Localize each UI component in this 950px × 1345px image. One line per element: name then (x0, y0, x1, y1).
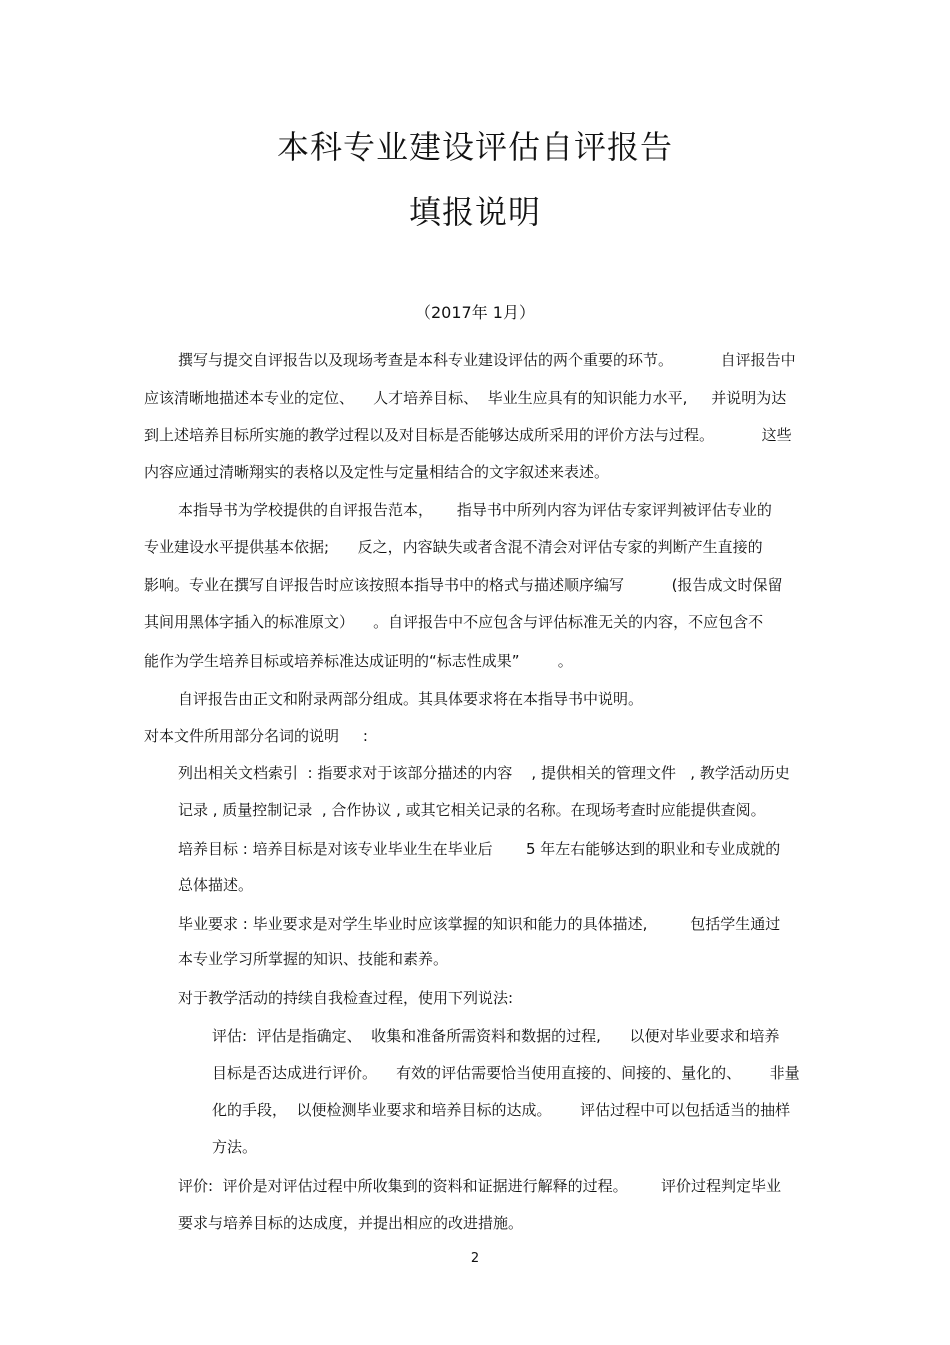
body-line: 评价: 评价是对评估过程中所收集到的资料和证据进行解释的过程。 评价过程判定毕业 (178, 1177, 781, 1195)
body-line: 方法。 (212, 1138, 258, 1156)
body-line: 评估: 评估是指确定、 收集和准备所需资料和数据的过程, 以便对毕业要求和培养 (212, 1027, 780, 1045)
document-title: 本科专业建设评估自评报告 (276, 128, 673, 166)
body-line: 毕业要求 : 毕业要求是对学生毕业时应该掌握的知识和能力的具体描述, 包括学生通过 (178, 915, 781, 933)
document-date: （2017年 1月） (415, 303, 535, 322)
body-line: 应该清晰地描述本专业的定位、 人才培养目标、 毕业生应具有的知识能力水平, 并说明为达 (144, 389, 787, 407)
body-line: 对于教学活动的持续自我检查过程，使用下列说法: (178, 989, 514, 1007)
body-line: 专业建设水平提供基本依据; 反之，内容缺失或者含混不清会对评估专家的判断产生直接的 (144, 538, 763, 556)
body-line: 列出相关文档索引 : 指要求对于该部分描述的内容 , 提供相关的管理文件 , 教学活动历史 (178, 764, 790, 782)
body-line: 撰写与提交自评报告以及现场考查是本科专业建设评估的两个重要的环节。 自评报告中 (178, 351, 796, 369)
body-line: 影响。专业在撰写自评报告时应该按照本指导书中的格式与描述顺序编写 (报告成文时保留 (144, 576, 783, 594)
body-line: 化的手段， 以便检测毕业要求和培养目标的达成。 评估过程中可以包括适当的抽样 (212, 1101, 791, 1119)
body-line: 其间用黑体字插入的标准原文） 。自评报告中不应包含与评估标准无关的内容，不应包含不 (144, 613, 764, 631)
body-line: 能作为学生培养目标或培养标准达成证明的“标志性成果” 。 (144, 652, 573, 670)
body-line: 总体描述。 (178, 876, 254, 894)
body-line: 目标是否达成进行评价。 有效的评估需要恰当使用直接的、间接的、量化的、 非量 (212, 1064, 800, 1082)
body-line: 自评报告由正文和附录两部分组成。其具体要求将在本指导书中说明。 (178, 690, 644, 708)
body-line: 到上述培养目标所实施的教学过程以及对目标是否能够达成所采用的评价方法与过程。 这些 (144, 426, 792, 444)
body-line: 培养目标 : 培养目标是对该专业毕业生在毕业后 5 年左右能够达到的职业和专业成就的 (178, 840, 781, 858)
body-line: 本专业学习所掌握的知识、技能和素养。 (178, 950, 449, 968)
body-line: 要求与培养目标的达成度，并提出相应的改进措施。 (178, 1214, 524, 1232)
body-line: 本指导书为学校提供的自评报告范本， 指导书中所列内容为评估专家评判被评估专业的 (178, 501, 772, 519)
body-line: 对本文件所用部分名词的说明 : (144, 727, 368, 745)
page-number: 2 (470, 1251, 480, 1266)
body-line: 内容应通过清晰翔实的表格以及定性与定量相结合的文字叙述来表述。 (144, 463, 610, 481)
document-subtitle: 填报说明 (408, 193, 541, 231)
body-line: 记录 , 质量控制记录 , 合作协议 , 或其它相关记录的名称。在现场考查时应能提供查阅。 (178, 801, 766, 819)
